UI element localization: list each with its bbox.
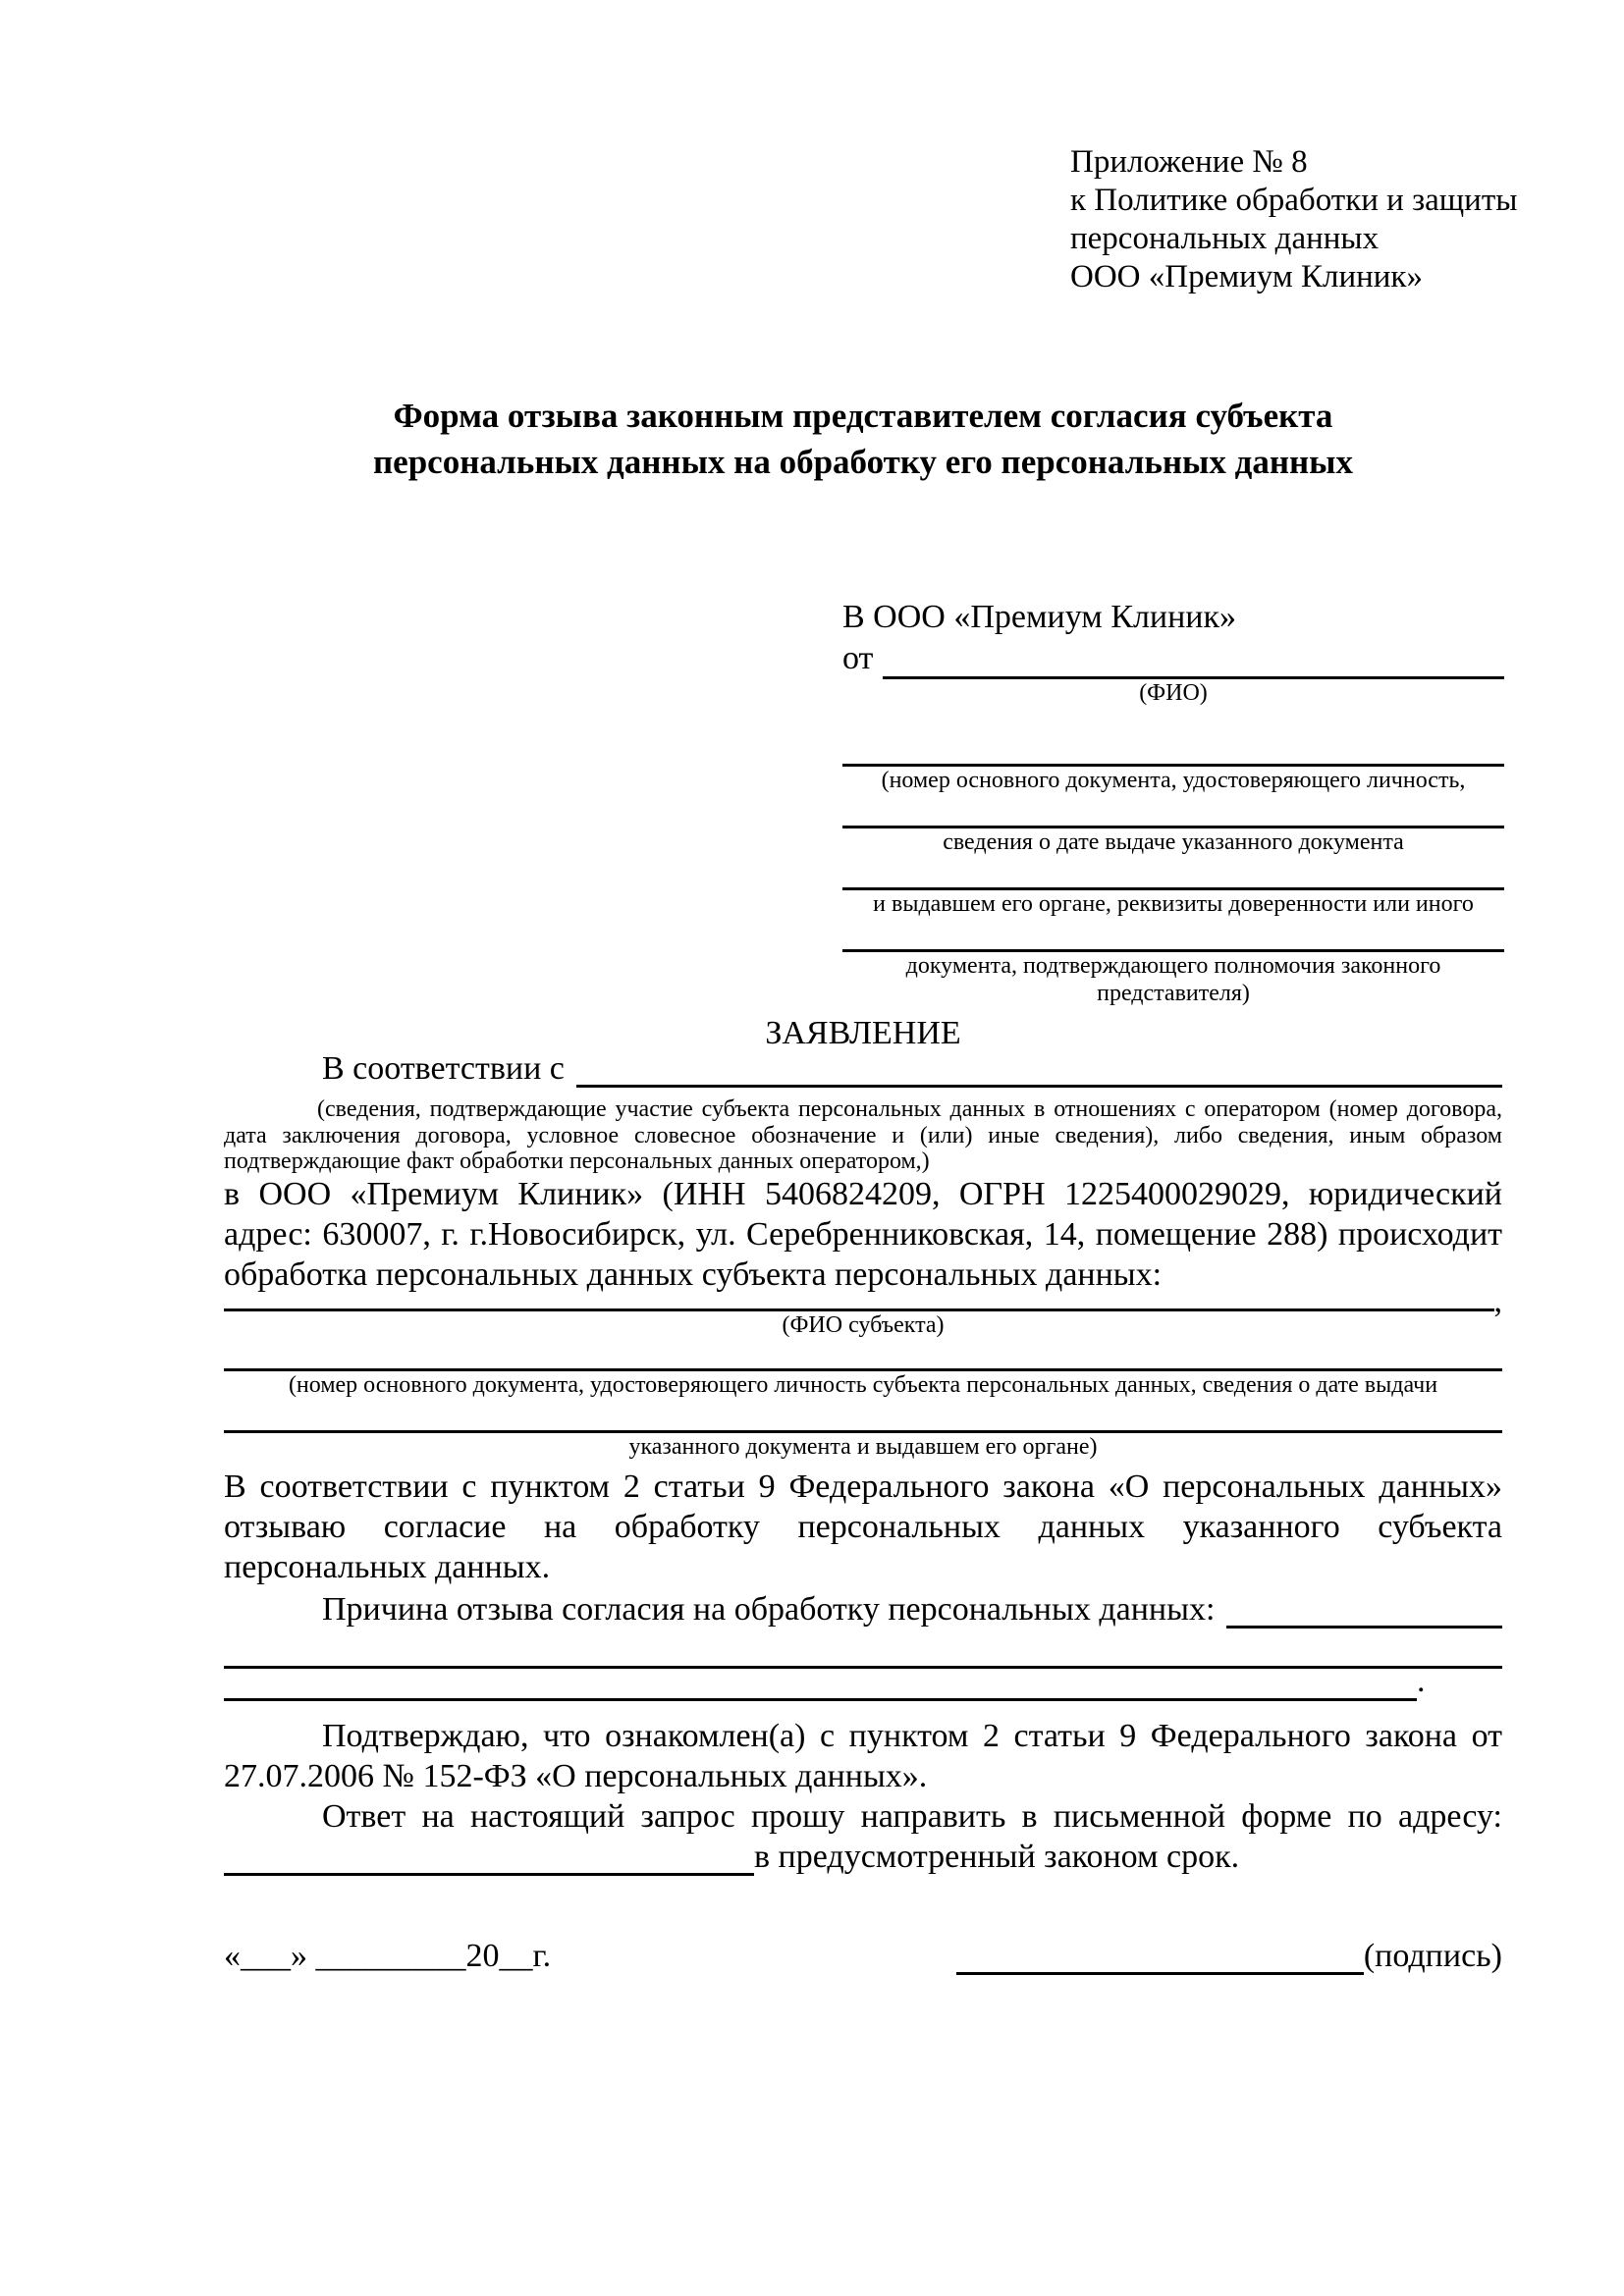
appendix-line: ООО «Премиум Клиник» [1070,259,1423,294]
date-line: «___» _________20__г. [224,1938,552,1974]
intro-row [224,1048,1502,1088]
fill-line-basis [576,1085,1502,1088]
intro-label: В соответствии с [322,1050,565,1087]
fill-line-authority-document [842,918,1504,952]
subject-fio-caption: (ФИО субъекта) [782,1312,945,1338]
addressee-from-row [842,638,1504,679]
appendix-line: к Политике обработки и защиты [1070,183,1518,218]
footer-row [224,1936,1502,1975]
addressee-block [842,597,1504,1007]
document-title [224,393,1502,485]
response-address-row [224,1837,1502,1876]
fill-line-response-address [224,1873,754,1876]
fill-line-issue-date [842,794,1504,828]
line-caption: сведения о дате выдаче указанного документа [943,829,1404,855]
appendix-line: Приложение № 8 [1070,144,1308,180]
signature-caption: (подпись) [1363,1938,1502,1974]
fill-line-document-number [842,732,1504,767]
fill-line-subject-document-2 [224,1399,1502,1433]
fill-line-reason-continued-2 [224,1662,1502,1701]
response-deadline: в предусмотренный законом срок. [754,1839,1240,1875]
reason-label: Причина отзыва согласия на обработку персональных данных: [322,1591,1216,1628]
fill-line-subject-document [224,1339,1502,1371]
signature-group [956,1938,1502,1975]
subject-fio-row [224,1276,1502,1319]
trailing-comma: , [1493,1283,1502,1319]
trailing-period: . [1417,1663,1426,1699]
reason-row [224,1587,1502,1629]
line-caption: документа, подтверждающего полномочия законного представителя) [905,953,1441,1006]
fill-line-reason [1226,1626,1502,1629]
withdrawal-paragraph: В соответствии с пунктом 2 статьи 9 Федерального закона «О персональных данных» отзываю согласие на обработку персональных данных указанного субъекта персональных данных. [224,1468,1502,1585]
appendix-reference [1070,143,1532,296]
operator-paragraph: в ООО «Премиум Клиник» (ИНН 5406824209, ОГРН 1225400029029, юридический адрес: 630007, г. г.Новосибирск, ул. Серебренниковская, 14, помещение 288) происходит обработка персональных данных субъекта персональных данных: [224,1176,1502,1293]
acknowledgement-paragraph: Подтверждаю, что ознакомлен(а) с пунктом 2 статьи 9 Федерального закона от 27.07.2006 № 152-ФЗ «О персональных данных». [224,1718,1502,1794]
spacer [842,707,1504,732]
subject-doc-caption: указанного документа и выдавшем его органе) [628,1434,1098,1460]
response-request: Ответ на настоящий запрос прошу направить в письменной форме по адресу: [322,1798,1502,1835]
addressee-to: В ООО «Премиум Клиник» [842,599,1237,635]
fio-caption: (ФИО) [1139,680,1208,706]
statement-heading: ЗАЯВЛЕНИЕ [765,1015,961,1051]
fill-line-issuing-authority [842,856,1504,890]
appendix-line: персональных данных [1070,221,1380,256]
fill-line-signature [956,1972,1364,1975]
line-caption: и выдавшем его органе, реквизиты доверенности или иного [873,891,1474,917]
title-line: Форма отзыва законным представителем согласия субъекта [393,397,1333,435]
intro-note: (сведения, подтверждающие участие субъекта персональных данных в отношениях с оператором (номер договора, дата заключения договора, условное словесное обозначение и (или) иные сведения), либо сведения, иным образом подтверждающие факт обработки персональных данных оператором,) [224,1096,1502,1174]
title-line: персональных данных на обработку его персональных данных [373,443,1353,481]
from-label: от [842,640,874,676]
line-caption: (номер основного документа, удостоверяющего личность, [881,768,1466,793]
subject-doc-caption: (номер основного документа, удостоверяющего личность субъекта персональных данных, сведения о дате выдачи [288,1372,1438,1398]
fill-line [224,1698,1417,1701]
subject-block [224,1276,1502,1461]
